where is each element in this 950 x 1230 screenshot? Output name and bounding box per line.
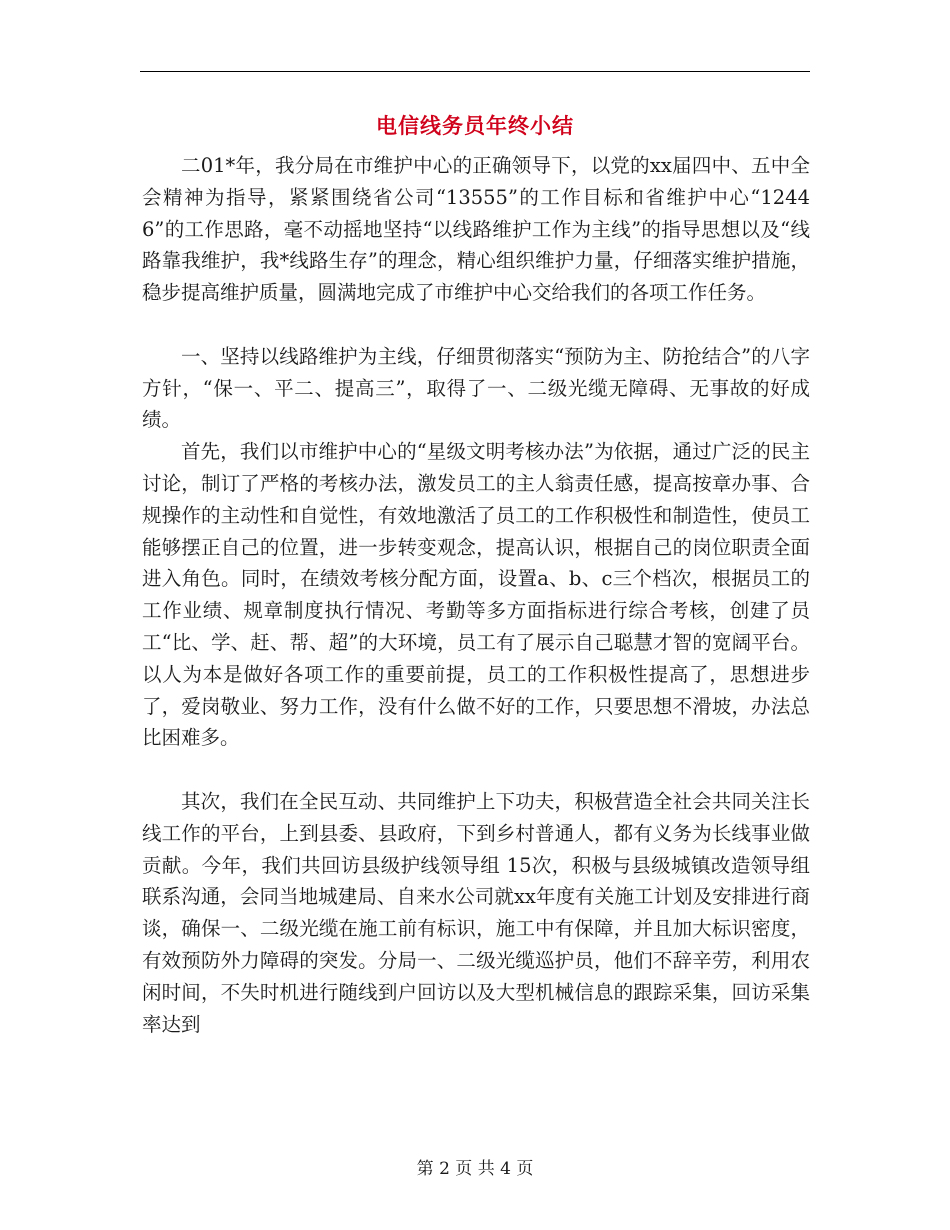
paragraph-first: 首先，我们以市维护中心的“星级文明考核办法”为依据，通过广泛的民主讨论，制订了严格的考核办法，激发员工的主人翁责任感，提高按章办事、合规操作的主动性和自觉性，有效地激活了员工的工作积极性和制造性，使员工能够摆正自己的位置，进一步转变观念，提高认识，根据自己的岗位职责全面进入角色。同时，在绩效考核分配方面，设置a、b、c三个档次，根据员工的工作业绩、规章制度执行情况、考勤等多方面指标进行综合考核，创建了员工“比、学、赶、帮、超”的大环境，员工有了展示自己聪慧才智的宽阔平台。以人为本是做好各项工作的重要前提，员工的工作积极性提高了，思想进步了，爱岗敬业、努力工作，没有什么做不好的工作，只要思想不滑坡，办法总比困难多。 [142,440,810,750]
paragraph-spacer [142,754,810,786]
page-footer: 第 2 页 共 4 页 [416,1159,534,1179]
paragraph-second: 其次，我们在全民互动、共同维护上下功夫，积极营造全社会共同关注长线工作的平台，上到县委、县政府，下到乡村普通人，都有义务为长线事业做贡献。今年，我们共回访县级护线领导组 15次，积极与县级城镇改造领导组联系沟通，会同当地城建局、自来水公司就xx年度有关施工计划及安排进行商谈，确保一、二级光缆在施工前有标识，施工中有保障，并且加大标识密度，有效预防外力障碍的突发。分局一、二级光缆巡护员，他们不辞辛劳，利用农闲时间，不失时机进行随线到户回访以及大型机械信息的跟踪采集，回访采集率达到 [142,789,810,1036]
paragraph-intro: 二01*年，我分局在市维护中心的正确领导下，以党的xx届四中、五中全会精神为指导，紧紧围绕省公司“13555”的工作目标和省维护中心“12446”的工作思路，毫不动摇地坚持“以线路维护工作为主线”的指导思想以及“线路靠我维护，我*线路生存”的理念，精心组织维护力量，仔细落实维护措施，稳步提高维护质量，圆满地完成了市维护中心交给我们的各项工作任务。 [142,154,810,305]
header-rule [140,71,810,72]
document-title: 电信线务员年终小结 [376,113,574,138]
paragraph-spacer [142,309,810,341]
paragraph-section-one: 一、坚持以线路维护为主线，仔细贯彻落实“预防为主、防抢结合”的八字方针，“保一、平二、提高三”，取得了一、二级光缆无障碍、无事故的好成绩。 [142,344,810,432]
document-body [142,150,810,1040]
